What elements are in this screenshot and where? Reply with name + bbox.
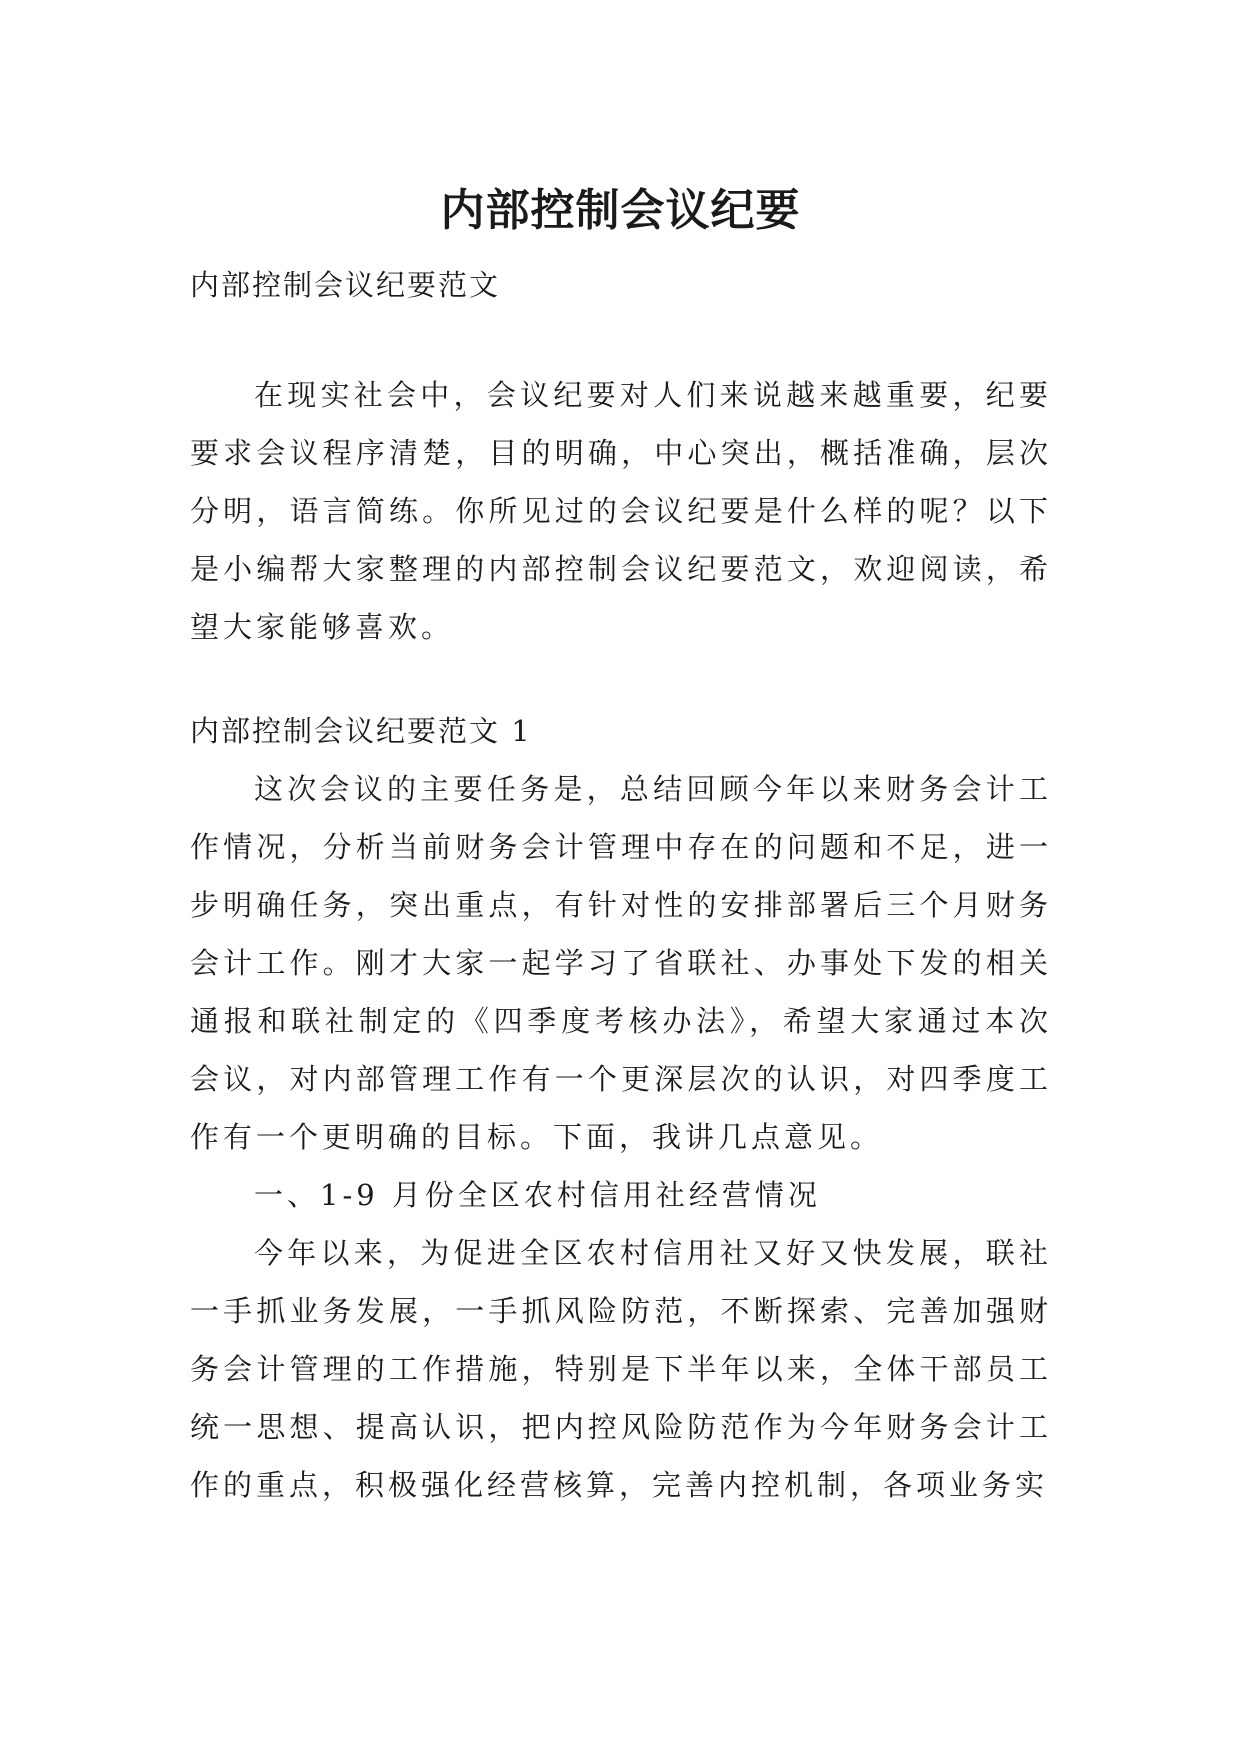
document-title: 内部控制会议纪要 xyxy=(440,185,801,237)
spacer xyxy=(190,656,1052,702)
document-body xyxy=(190,256,1052,1514)
subtitle-heading: 内部控制会议纪要范文 xyxy=(190,268,501,302)
body-paragraph: 这次会议的主要任务是，总结回顾今年以来财务会计工作情况，分析当前财务会计管理中存在的问题和不足，进一步明确任务，突出重点，有针对性的安排部署后三个月财务会计工作。刚才大家一起学习了省联社、办事处下发的相关通报和联社制定的《四季度考核办法》，希望大家通过本次会议，对内部管理工作有一个更深层次的认识，对四季度工作有一个更明确的目标。下面，我讲几点意见。 xyxy=(190,772,1052,1154)
body-paragraph: 今年以来，为促进全区农村信用社又好又快发展，联社一手抓业务发展，一手抓风险防范，不断探索、完善加强财务会计管理的工作措施，特别是下半年以来，全体干部员工统一思想、提高认识，把内控风险防范作为今年财务会计工作的重点，积极强化经营核算，完善内控机制，各项业务实 xyxy=(190,1236,1052,1502)
intro-paragraph: 在现实社会中，会议纪要对人们来说越来越重要，纪要要求会议程序清楚，目的明确，中心突出，概括准确，层次分明，语言简练。你所见过的会议纪要是什么样的呢？以下是小编帮大家整理的内部控制会议纪要范文，欢迎阅读，希望大家能够喜欢。 xyxy=(190,378,1052,644)
spacer xyxy=(190,314,1052,366)
item-heading: 一、1-9 月份全区农村信用社经营情况 xyxy=(254,1178,821,1212)
section-heading: 内部控制会议纪要范文 1 xyxy=(190,714,532,748)
